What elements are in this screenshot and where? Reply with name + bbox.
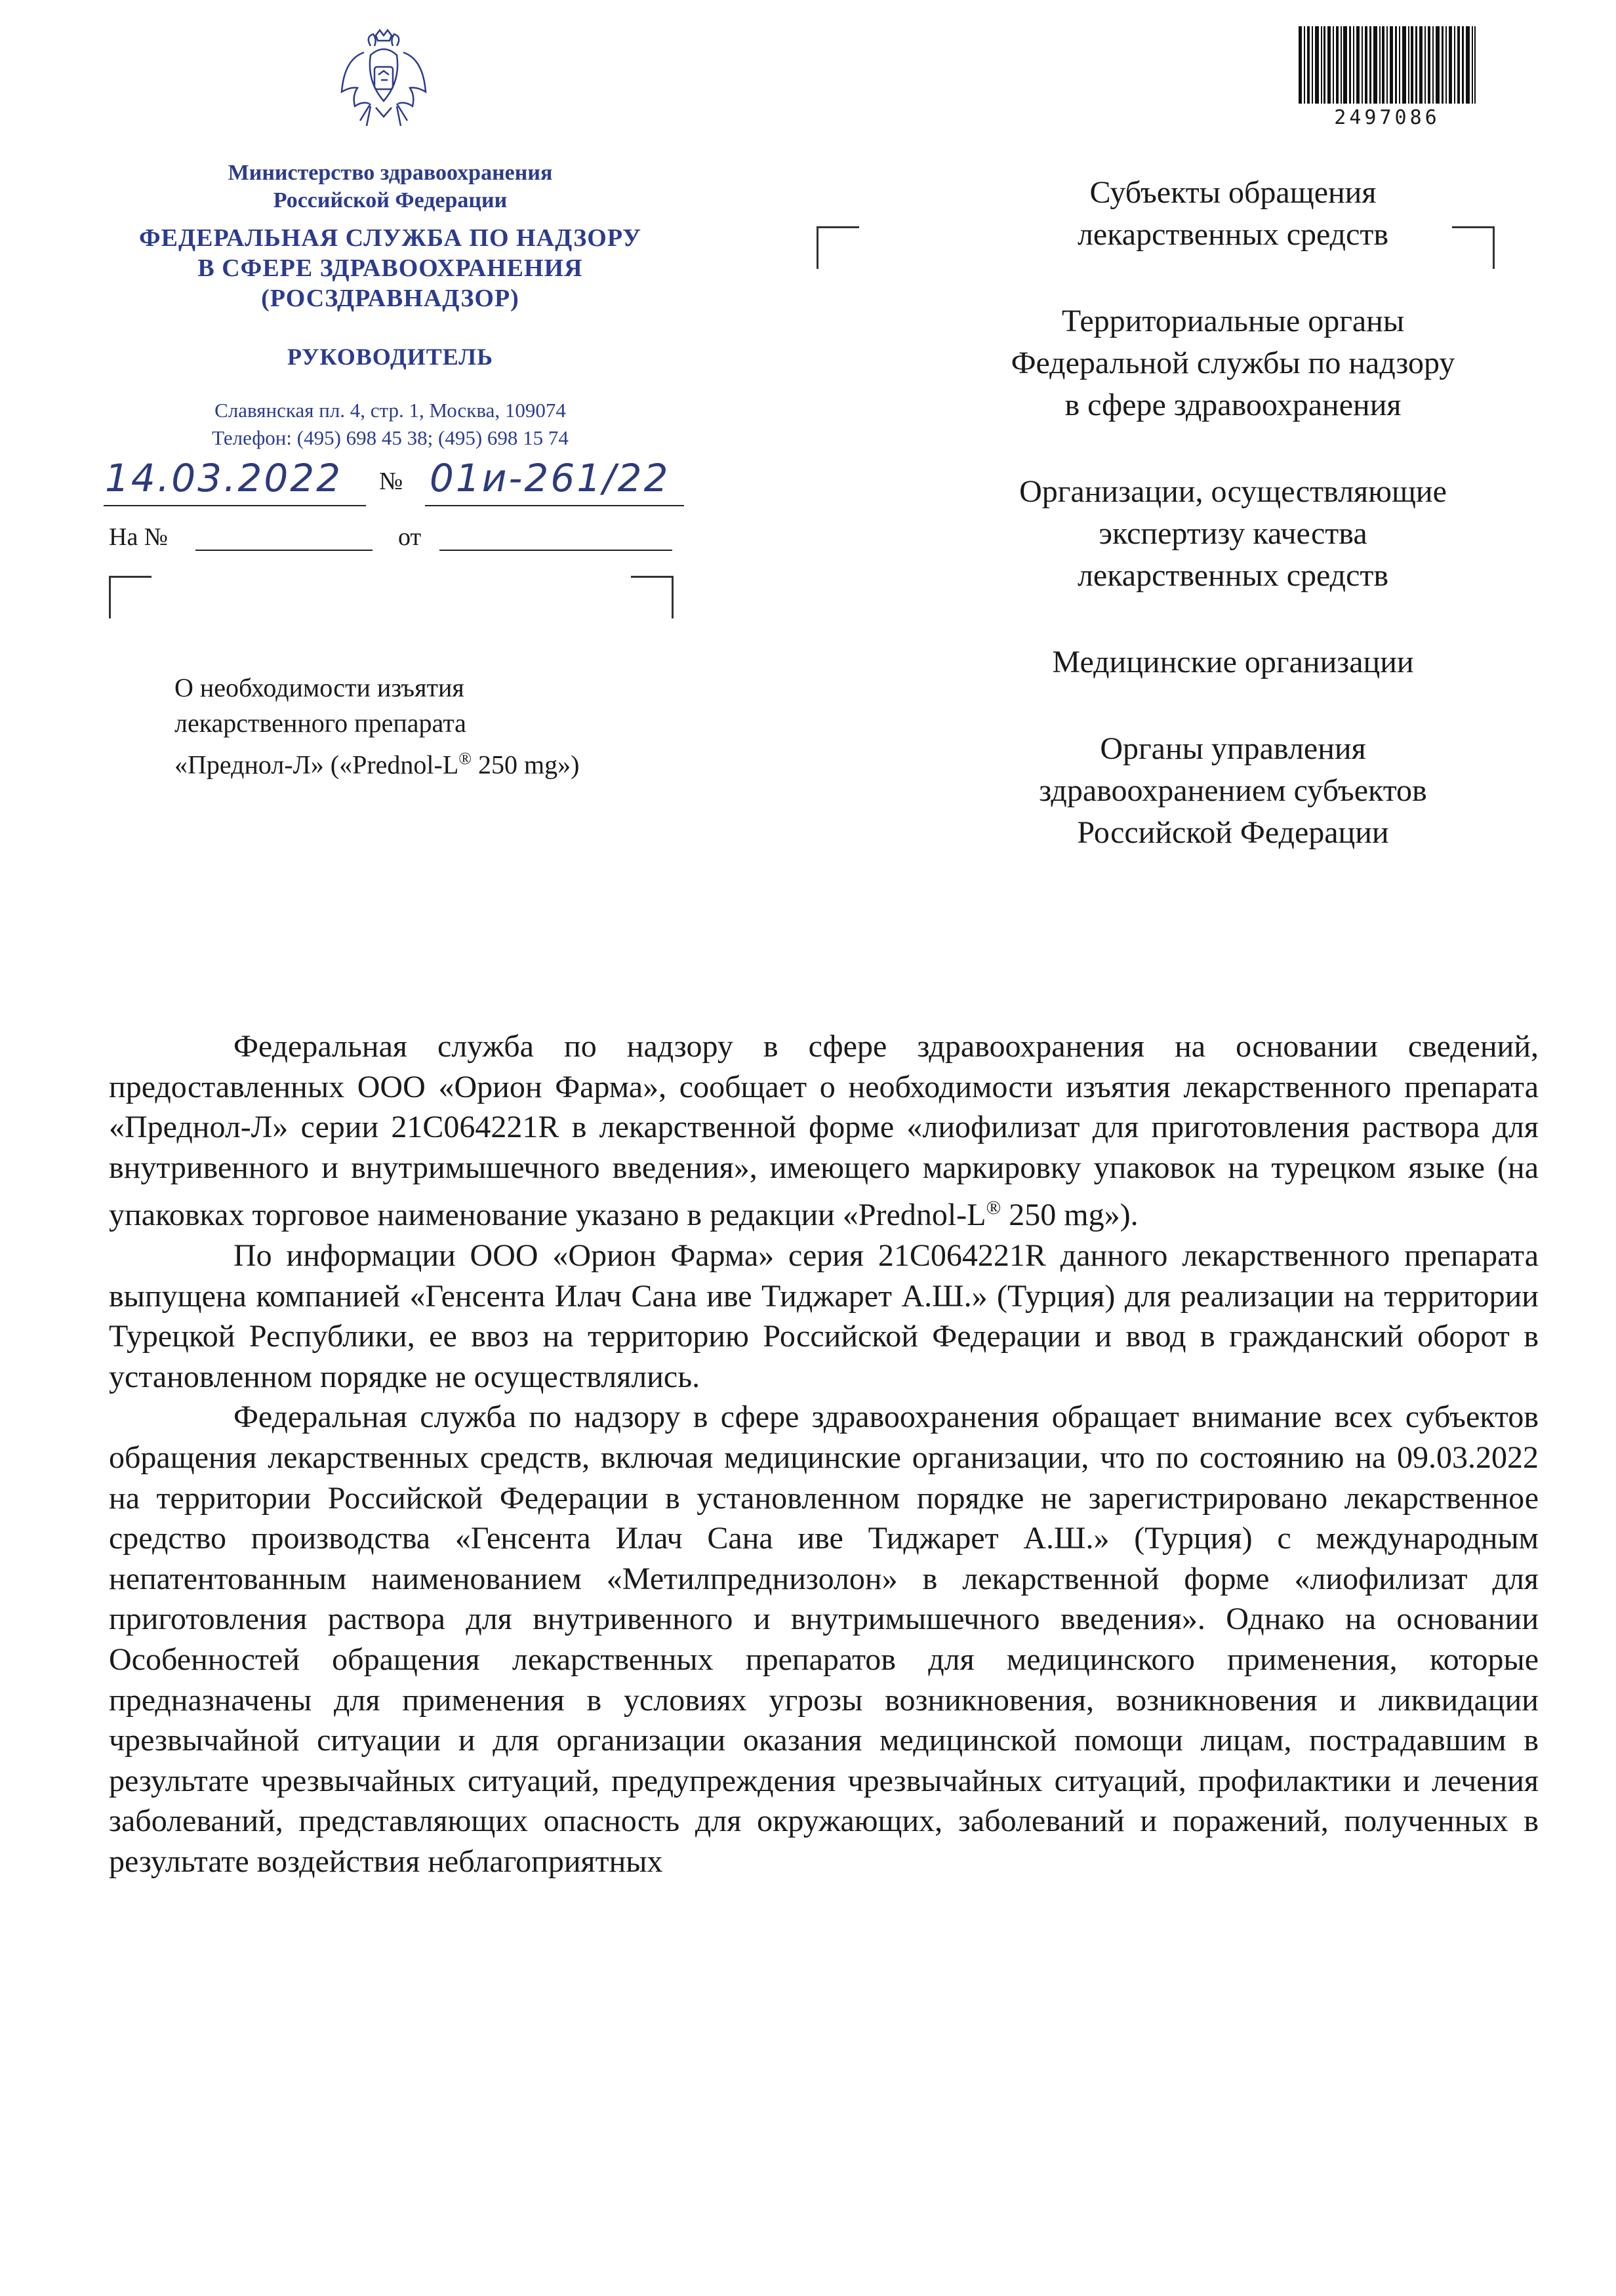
- subject-corner-right: [631, 576, 674, 618]
- subject: [174, 670, 765, 782]
- reply-to-line: [195, 550, 373, 551]
- addressee-line: Медицинские организации: [1052, 645, 1414, 679]
- addressee-line: в сфере здравоохранения: [1064, 388, 1402, 422]
- addressee-group: [905, 641, 1561, 683]
- subject-line: [174, 741, 765, 782]
- head-title: РУКОВОДИТЕЛЬ: [287, 344, 493, 370]
- addressee-line: лекарственных средств: [1077, 558, 1389, 593]
- subject-text: 250 mg»): [472, 750, 580, 780]
- service-name: [79, 223, 702, 313]
- addressee-line: экспертизу качества: [1099, 516, 1367, 551]
- subject-line: лекарственного препарата: [174, 708, 466, 738]
- addressee-line: Федеральной службы по надзору: [1011, 346, 1455, 380]
- registered-mark: ®: [986, 1197, 1001, 1219]
- addressee-line: Субъекты обращения: [1089, 175, 1377, 210]
- addressee-group: [905, 471, 1561, 597]
- registration-number: 01и-261/22: [430, 456, 670, 500]
- body-text: 250 mg»).: [1001, 1198, 1139, 1233]
- subject-text: «Преднол-Л» («Prednol-L: [174, 750, 459, 780]
- service-line: ФЕДЕРАЛЬНАЯ СЛУЖБА ПО НАДЗОРУ: [139, 224, 641, 252]
- addressee-list: [905, 172, 1561, 898]
- body-text: Федеральная служба по надзору в сфере здравоохранения на основании сведений, предоставленных ООО «Орион Фарма», сообщает о необходимости изъятия лекарственного препарата «Преднол-Л» серии 21C064221R в лекарственной форме «лиофилизат для приготовления раствора для внутривенного и внутримышечного введения», имеющего маркировку упаковок на турецком языке (на упаковках торговое наименование указано в редакции «Prednol-L: [109, 1029, 1539, 1233]
- number-line: [425, 505, 684, 506]
- ministry-line: Министерство здравоохранения: [228, 161, 553, 185]
- number-sign: №: [379, 468, 403, 495]
- registration-date: 14.03.2022: [105, 456, 343, 500]
- addressee-corner-left: [817, 226, 859, 269]
- body-paragraph: По информации ООО «Орион Фарма» серия 21C064221R данного лекарственного препарата выпущена компанией «Генсента Илач Сана иве Тиджарет А.Ш.» (Турция) для реализации на территории Турецкой Республики, ее ввоз на территорию Российской Федерации и ввод в гражданский оборот в установленном порядке не осуществлялись.: [109, 1238, 1539, 1394]
- body-paragraph: [109, 1026, 1539, 1236]
- addressee-group: [905, 172, 1561, 256]
- addressee-line: лекарственных средств: [1077, 217, 1389, 252]
- reply-from-line: [439, 550, 672, 551]
- addressee-group: [905, 728, 1561, 854]
- service-line: (РОСЗДРАВНАДЗОР): [261, 285, 519, 312]
- letter-body: [109, 1026, 1539, 1882]
- russian-coat-of-arms-icon: [338, 26, 430, 138]
- service-line: В СФЕРЕ ЗДРАВООХРАНЕНИЯ: [197, 254, 583, 282]
- reply-from-label: от: [398, 523, 422, 551]
- date-line: [104, 505, 366, 506]
- addressee-line: Органы управления: [1100, 731, 1366, 766]
- addressee-line: Организации, осуществляющие: [1019, 474, 1447, 509]
- reply-to-label: На №: [109, 523, 169, 551]
- addressee-line: здравоохранением субъектов: [1039, 773, 1427, 808]
- phone: Телефон: (495) 698 45 38; (495) 698 15 74: [212, 426, 569, 449]
- subject-line: О необходимости изъятия: [174, 673, 464, 702]
- addressee-line: Территориальные органы: [1061, 304, 1405, 338]
- barcode-number: 2497086: [1334, 106, 1440, 129]
- ministry-name: [79, 159, 702, 214]
- body-paragraph: Федеральная служба по надзору в сфере здравоохранения обращает внимание всех субъектов обращения лекарственных средств, включая медицинские организации, что по состоянию на 09.03.2022 на территории Российской Федерации в установленном порядке не зарегистрировано лекарственное средство производства «Генсента Илач Сана иве Тиджарет А.Ш.» (Турция) с международным непатентованным наименованием «Метилпреднизолон» в лекарственной форме «лиофилизат для приготовления раствора для внутривенного и внутримышечного введения». Однако на основании Особенностей обращения лекарственных препаратов для медицинского применения, которые предназначены для применения в условиях угрозы возникновения, возникновения и ликвидации чрезвычайной ситуации и для организации оказания медицинской помощи лицам, пострадавшим в результате чрезвычайных ситуаций, предупреждения чрезвычайных ситуаций, профилактики и лечения заболеваний, представляющих опасность для окружающих, заболеваний и поражений, полученных в результате воздействия неблагоприятных: [109, 1400, 1539, 1879]
- barcode: [1299, 26, 1476, 104]
- addressee-group: [905, 300, 1561, 426]
- ministry-line: Российской Федерации: [273, 188, 508, 212]
- subject-corner-left: [109, 576, 152, 618]
- address: Славянская пл. 4, стр. 1, Москва, 109074: [214, 399, 566, 422]
- registered-mark: ®: [458, 749, 472, 768]
- addressee-line: Российской Федерации: [1077, 815, 1389, 850]
